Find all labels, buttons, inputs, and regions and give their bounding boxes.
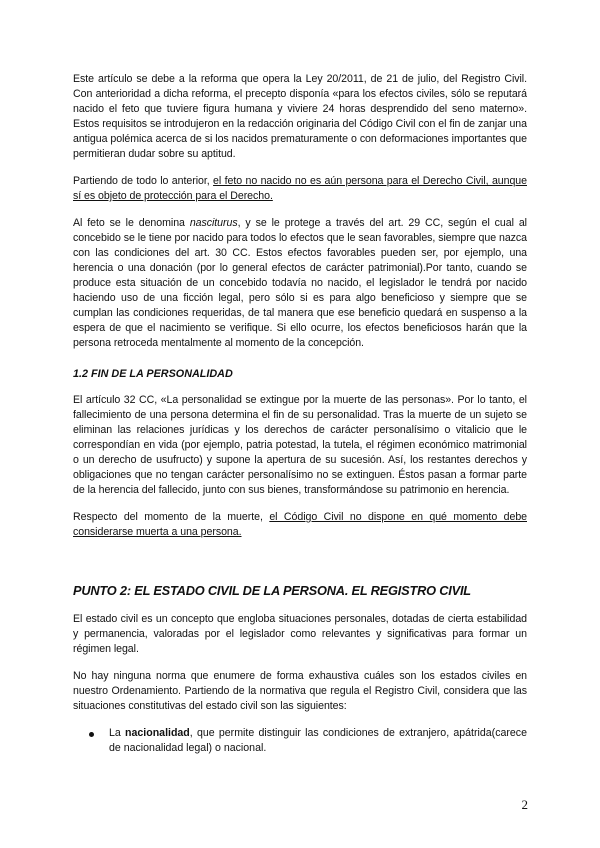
paragraph-feto-no-nacido-intro: Partiendo de todo lo anterior, bbox=[73, 175, 214, 187]
heading-punto-2: PUNTO 2: EL ESTADO CIVIL DE LA PERSONA. EL REGISTRO CIVIL bbox=[73, 583, 471, 598]
italic-nasciturus: nasciturus bbox=[189, 217, 238, 229]
paragraph-estado-civil-concepto: El estado civil es un concepto que engloba situaciones personales, dotadas de cierta estabilidad y permanencia, valoradas por el legislador como relevantes y significativas para formar un régimen legal. bbox=[73, 613, 527, 655]
heading-fin-personalidad: 1.2 FIN DE LA PERSONALIDAD bbox=[73, 368, 233, 380]
page-number: 2 bbox=[521, 797, 528, 812]
bullet-dot-icon bbox=[89, 732, 94, 737]
list-item-nacionalidad bbox=[73, 726, 527, 756]
underlined-feto-no-persona: el feto no nacido no es aún persona para el Derecho Civil, aunque sí es objeto de protección para el Derecho. bbox=[73, 175, 527, 202]
bullet-list-estados bbox=[73, 726, 527, 756]
paragraph-articulo-32: El artículo 32 CC, «La personalidad se extingue por la muerte de las personas». Por lo tanto, el fallecimiento de una persona determina el fin de su personalidad. Tras la muerte de un sujeto se eliminan las relaciones jurídicas y los derechos de carácter personalísimo o vitalicio que le correspondían en vida (por ejemplo, patria potestad, la tutela, el régimen económico matrimonial o un derecho de usufructo) y supone la apertura de su sucesión. Así, los restantes derechos y obligaciones que no tengan carácter personalísimo no se extinguen. Éstos pasan a formar parte de la herencia del fallecido, junto con sus bienes, transformándose su patrimonio en herencia. bbox=[73, 394, 527, 496]
list-item-intro: La bbox=[109, 727, 126, 739]
paragraph-momento-muerte bbox=[73, 510, 527, 540]
paragraph-nasciturus-intro: Al feto se le denomina bbox=[73, 217, 190, 229]
paragraph-nasciturus bbox=[73, 216, 527, 351]
paragraph-nasciturus-body: , y se le protege a través del art. 29 CC, según el cual al concebido se le tiene por nacido para todos lo efectos que le sean favorables, siempre que nazca con las condiciones del art. 30 CC. Estos efectos favorables pueden ser, por ejemplo, una herencia o una donación (por lo general efectos de carácter patrimonial).Por tanto, cuando se produce esta situación de un concebido todavía no nacido, el legislador le tendrá por nacido haciendo uso de una ficción legal, pero sólo si es para algo beneficioso y siempre que se cumplan las condiciones requeridas, de tal manera que ese beneficio quedará en suspenso a la espera de que el nacimiento se verifique. Si ello ocurre, los efectos beneficiosos harán que la persona retroceda mentalmente al momento de la concepción. bbox=[73, 217, 527, 349]
list-item-body: , que permite distinguir las condiciones de extranjero, apátrida(carece de nacionalidad legal) o nacional. bbox=[109, 727, 527, 754]
paragraph-momento-muerte-intro: Respecto del momento de la muerte, bbox=[73, 511, 270, 523]
paragraph-estados-civiles: No hay ninguna norma que enumere de forma exhaustiva cuáles son los estados civiles en nuestro Ordenamiento. Partiendo de la normativa que regula el Registro Civil, considera que las situaciones constitutivas del estado civil son las siguientes: bbox=[73, 670, 527, 712]
underlined-codigo-civil-no-dispone: el Código Civil no dispone en qué momento debe considerarse muerta a una persona. bbox=[73, 511, 527, 538]
bold-nacionalidad: nacionalidad bbox=[125, 727, 190, 739]
paragraph-reforma-ley: Este artículo se debe a la reforma que opera la Ley 20/2011, de 21 de julio, del Registro Civil. Con anterioridad a dicha reforma, el precepto disponía «para los efectos civiles, sólo se reputará nacido el feto que tuviere figura humana y viviere 24 horas desprendido del seno materno». Estos requisitos se introdujeron en la redacción originaria del Código Civil con el fin de zanjar una antigua polémica acerca de si los nacidos prematuramente o con deformaciones importantes que permitieran dudar sobre su aptitud. bbox=[73, 73, 527, 160]
paragraph-feto-no-nacido bbox=[73, 174, 527, 204]
